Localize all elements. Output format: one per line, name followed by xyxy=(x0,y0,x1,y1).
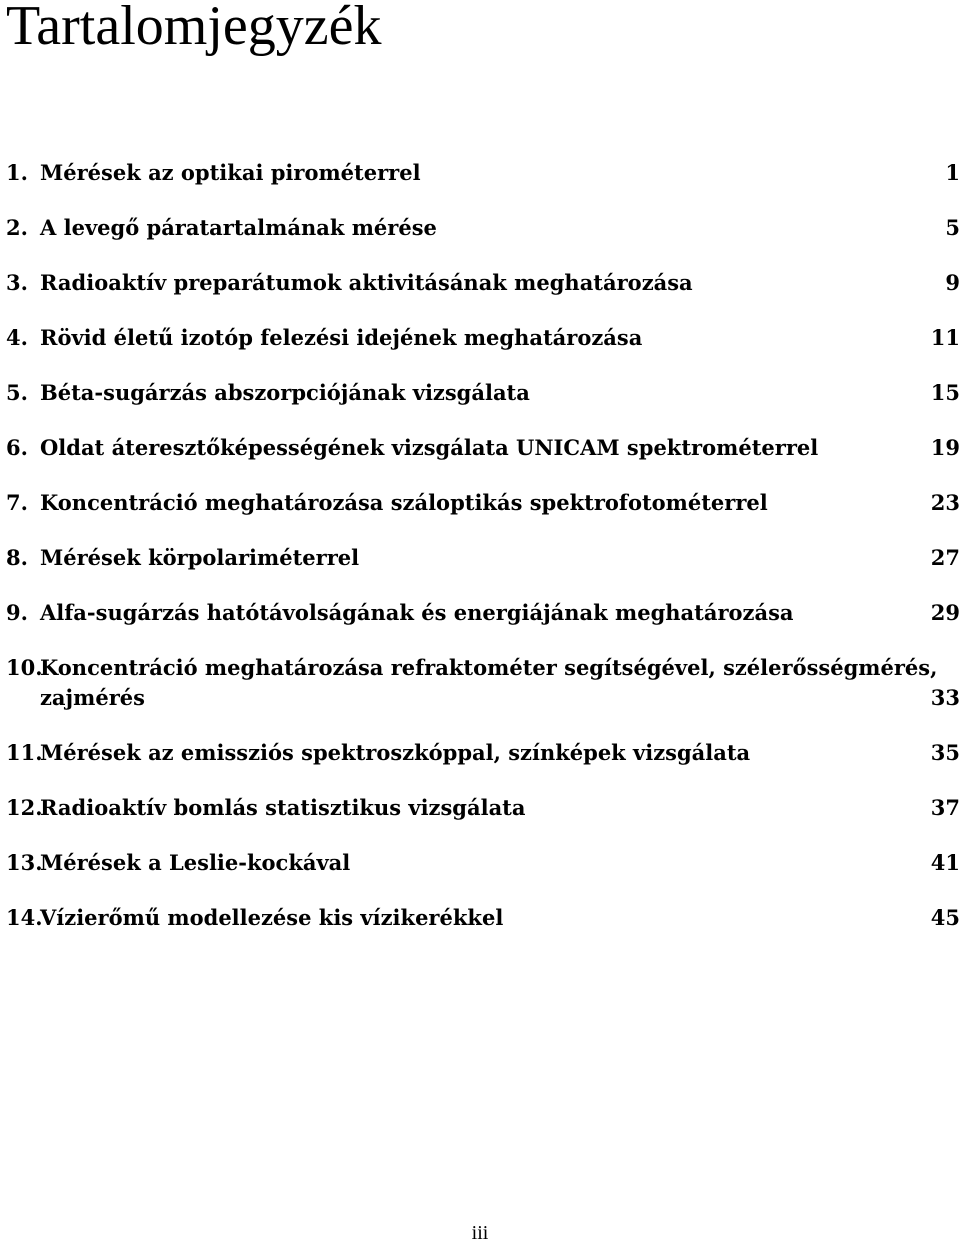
toc-entry-page: 35 xyxy=(930,740,960,765)
toc-entry-title: Vízierőmű modellezése kis vízikerékkel xyxy=(40,905,504,930)
toc-entry-number: 5. xyxy=(6,380,28,405)
toc-entry-number: 4. xyxy=(6,325,28,350)
toc-entry-title: Radioaktív preparátumok aktivitásának meghatározása xyxy=(40,270,693,295)
toc-entry-page: 19 xyxy=(930,435,960,460)
toc-entry-3[interactable] xyxy=(6,268,960,298)
toc-entry-number: 6. xyxy=(6,435,28,460)
toc-entry-page: 37 xyxy=(930,795,960,820)
toc-entry-page: 11 xyxy=(930,325,960,350)
toc-entry-7[interactable] xyxy=(6,488,960,518)
toc-entry-number: 8. xyxy=(6,545,28,570)
toc-entry-number: 13. xyxy=(6,850,43,875)
toc-entry-1[interactable] xyxy=(6,158,960,188)
toc-entry-title: Oldat áteresztőképességének vizsgálata UNICAM spektrométerrel xyxy=(40,435,819,460)
toc-entry-number: 11. xyxy=(6,740,43,765)
toc-entry-number: 3. xyxy=(6,270,28,295)
toc-entry-13[interactable] xyxy=(6,848,960,878)
toc-entry-title: Mérések a Leslie-kockával xyxy=(40,850,351,875)
toc-entry-number: 1. xyxy=(6,160,28,185)
toc-entry-title: Alfa-sugárzás hatótávolságának és energiájának meghatározása xyxy=(40,600,794,625)
table-of-contents xyxy=(6,158,960,958)
toc-entry-number: 9. xyxy=(6,600,28,625)
toc-entry-4[interactable] xyxy=(6,323,960,353)
toc-entry-6[interactable] xyxy=(6,433,960,463)
toc-entry-number: 10. xyxy=(6,655,43,680)
toc-entry-page: 23 xyxy=(930,490,960,515)
toc-entry-page: 1 xyxy=(945,160,960,185)
toc-entry-8[interactable] xyxy=(6,543,960,573)
toc-entry-2[interactable] xyxy=(6,213,960,243)
toc-entry-12[interactable] xyxy=(6,793,960,823)
toc-entry-title: Mérések az emissziós spektroszkóppal, színképek vizsgálata xyxy=(40,740,751,765)
toc-entry-number: 14. xyxy=(6,905,43,930)
toc-entry-page: 45 xyxy=(930,905,960,930)
toc-entry-page: 9 xyxy=(945,270,960,295)
toc-entry-title: Mérések az optikai pirométerrel xyxy=(40,160,421,185)
page-title: Tartalomjegyzék xyxy=(6,0,382,57)
toc-entry-title: A levegő páratartalmának mérése xyxy=(40,215,437,240)
toc-entry-title: Koncentráció meghatározása száloptikás spektrofotométerrel xyxy=(40,490,768,515)
toc-entry-number: 12. xyxy=(6,795,43,820)
toc-entry-title: Béta-sugárzás abszorpciójának vizsgálata xyxy=(40,380,530,405)
toc-entry-number: 2. xyxy=(6,215,28,240)
toc-entry-title: Rövid életű izotóp felezési idejének meghatározása xyxy=(40,325,643,350)
page-number: iii xyxy=(471,1222,489,1244)
toc-entry-11[interactable] xyxy=(6,738,960,768)
toc-entry-page: 5 xyxy=(945,215,960,240)
toc-entry-5[interactable] xyxy=(6,378,960,408)
toc-entry-page: 29 xyxy=(930,600,960,625)
toc-entry-page: 33 xyxy=(930,685,960,710)
toc-entry-page: 41 xyxy=(930,850,960,875)
toc-entry-10[interactable] xyxy=(6,653,960,713)
toc-entry-page: 15 xyxy=(930,380,960,405)
toc-entry-page: 27 xyxy=(930,545,960,570)
toc-entry-9[interactable] xyxy=(6,598,960,628)
toc-entry-number: 7. xyxy=(6,490,28,515)
toc-entry-title: Radioaktív bomlás statisztikus vizsgálata xyxy=(40,795,526,820)
toc-entry-title-continuation: zajmérés xyxy=(40,685,145,710)
toc-entry-title: Koncentráció meghatározása refraktométer segítségével, szélerősségmérés, xyxy=(40,655,938,680)
toc-entry-title: Mérések körpolariméterrel xyxy=(40,545,360,570)
toc-entry-14[interactable] xyxy=(6,903,960,933)
